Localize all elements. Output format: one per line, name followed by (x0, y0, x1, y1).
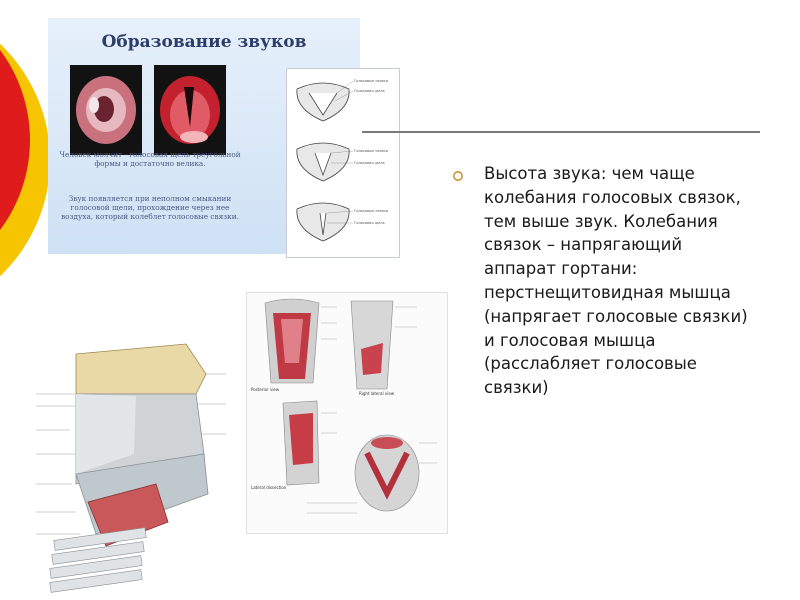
figure-label-lateral-dissection: Lateral dissection (251, 485, 287, 490)
diagram-label-3: Голосовые связки (354, 149, 389, 153)
laryngeal-muscles-figure (246, 292, 448, 534)
larynx-photo-closed (154, 65, 226, 155)
panel-caption-sound: Звук появляется при неполном смыкании голосовой щели, прохождение через нее воздуха, который колеблет голосовые связки. (61, 194, 239, 221)
circle-bullet-icon (452, 170, 464, 182)
diagram-label-6: Голосовая щель (354, 221, 385, 225)
diagram-label-2: Голосовая щель (354, 89, 385, 93)
bullet-text: Высота звука: чем чаще колебания голосовых связок, тем выше звук. Колебания связок – напрягающий аппарат гортани: перстнещитовидная мышца (напрягает голосовые связки) и голосовая мышца (расслабляет голосовые связки) (484, 164, 748, 398)
title-divider (362, 131, 760, 133)
panel-caption-silence: Человек молчит - голосовая щель треугольной формы и достаточно велика. (59, 150, 241, 168)
diagram-label-4: Голосовая щель (354, 161, 385, 165)
larynx-illustration (36, 334, 226, 596)
diagram-label-1: Голосовые связки (354, 79, 389, 83)
figure-label-posterior: Posterior view (251, 387, 280, 392)
figure-label-right-lateral: Right lateral view (359, 391, 395, 396)
larynx-photo-open (70, 65, 142, 155)
panel-title: Образование звуков (101, 32, 307, 52)
vocal-cords-diagram (286, 68, 400, 258)
sound-formation-panel (48, 18, 389, 254)
diagram-label-5: Голосовые связки (354, 209, 389, 213)
